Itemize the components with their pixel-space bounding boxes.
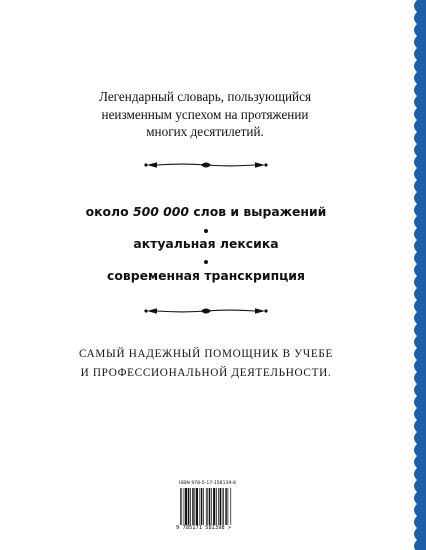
feature-transcription: современная транскрипция [107,268,305,283]
tagline-line: неизменным успехом на протяжении [101,106,309,122]
slogan-line: И ПРОФЕССИОНАЛЬНОЙ ДЕЯТЕЛЬНОСТИ. [80,367,332,379]
bullet-dot [204,229,208,233]
feature-word-count [40,204,372,219]
scalloped-edge-band [412,0,426,550]
barcode-block [176,481,254,534]
slogan-line: САМЫЙ НАДЕЖНЫЙ ПОМОЩНИК В УЧЕБЕ [78,348,334,360]
isbn-label: ISBN 978-5-17-158139-8 [179,481,236,486]
barcode-bars [179,488,251,525]
slogan [40,345,372,383]
tagline-line: Легендарный словарь, пользующийся [98,89,312,104]
feature-prefix: около [85,204,133,219]
ornament-divider-top [143,159,269,171]
tagline [60,88,350,141]
feature-vocabulary: актуальная лексика [133,236,279,251]
bullet-dot [204,260,208,264]
tagline-line: многих десятилетий. [146,124,264,139]
barcode-number: 9 785171 581398 > [176,525,232,531]
ornament-divider-bottom [143,305,269,317]
feature-suffix: слов и выражений [189,204,327,219]
word-count-number: 500 000 [132,204,190,219]
